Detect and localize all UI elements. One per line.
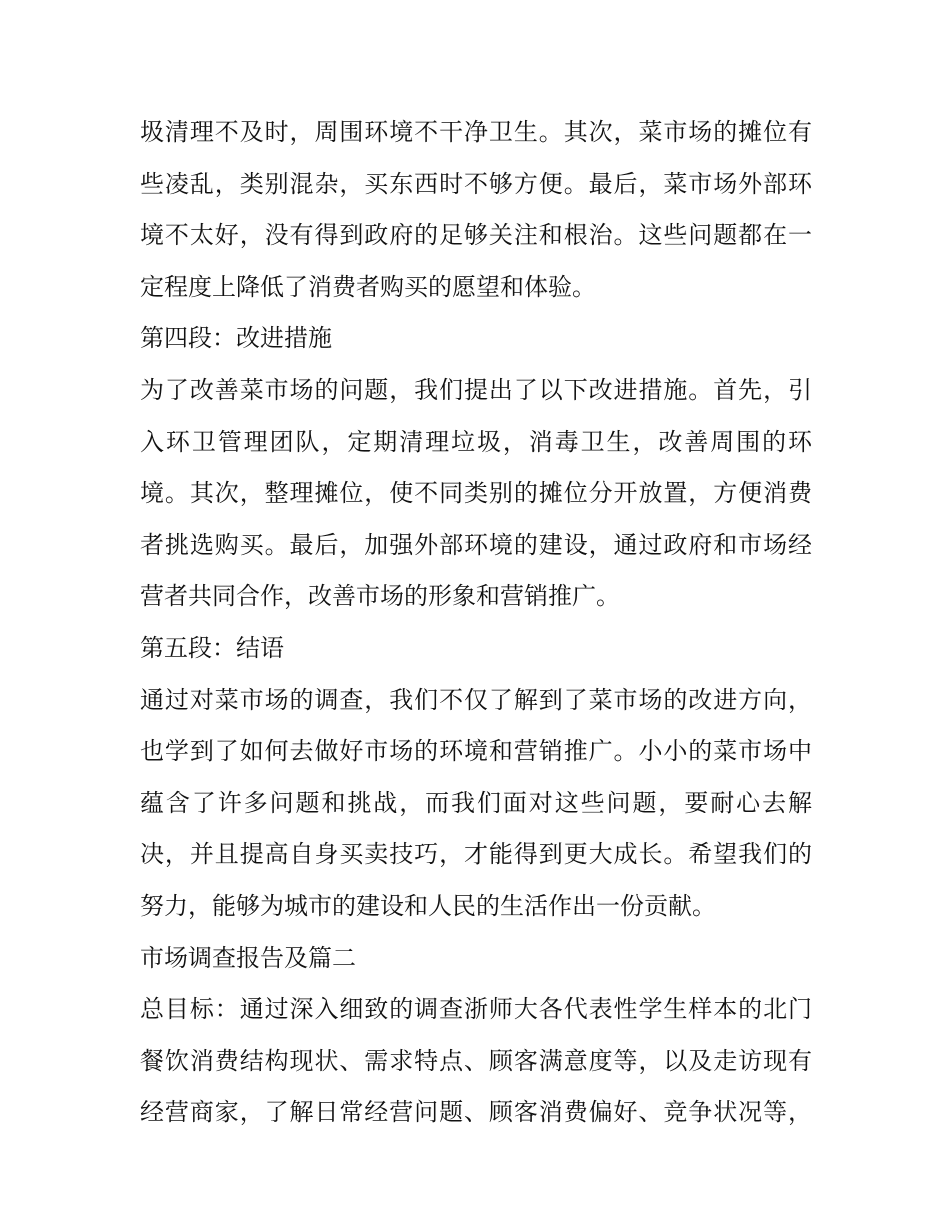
text-line: 为了改善菜市场的问题，我们提出了以下改进措施。首先，引: [140, 375, 812, 404]
text-line: 经营商家，了解日常经营问题、顾客消费偏好、竞争状况等，: [140, 1098, 812, 1127]
text-line: 圾清理不及时，周围环境不干净卫生。其次，菜市场的摊位有: [140, 118, 812, 146]
text-line: 决，并且提高自身买卖技巧，才能得到更大成长。希望我们的: [140, 840, 812, 869]
text-line: 努力，能够为城市的建设和人民的生活作出一份贡献。: [140, 891, 716, 920]
text-line: 境。其次，整理摊位，使不同类别的摊位分开放置，方便消费: [140, 479, 812, 508]
text-line: 入环卫管理团队，定期清理垃圾，消毒卫生，改善周围的环: [140, 427, 812, 456]
document-body: [140, 107, 812, 1139]
text-line: 餐饮消费结构现状、需求特点、顾客满意度等，以及走访现有: [140, 1046, 812, 1075]
text-line: 通过对菜市场的调查，我们不仅了解到了菜市场的改进方向，: [140, 685, 812, 714]
text-line: 总目标：通过深入细致的调查浙师大各代表性学生样本的北门: [140, 995, 812, 1024]
section-heading-5: 第五段：结语: [140, 633, 284, 662]
text-line: 营者共同合作，改善市场的形象和营销推广。: [140, 582, 620, 611]
article-title-part-2: 市场调查报告及篇二: [140, 943, 356, 972]
section-heading-4: 第四段：改进措施: [140, 324, 332, 353]
text-line: 境不太好，没有得到政府的足够关注和根治。这些问题都在一: [140, 221, 812, 250]
text-line: 蕴含了许多问题和挑战，而我们面对这些问题，要耐心去解: [140, 788, 812, 817]
text-line: 者挑选购买。最后，加强外部环境的建设，通过政府和市场经: [140, 530, 812, 559]
text-line: 些凌乱，类别混杂，买东西时不够方便。最后，菜市场外部环: [140, 169, 812, 198]
text-line: 也学到了如何去做好市场的环境和营销推广。小小的菜市场中: [140, 737, 812, 766]
text-line: 定程度上降低了消费者购买的愿望和体验。: [140, 272, 596, 301]
